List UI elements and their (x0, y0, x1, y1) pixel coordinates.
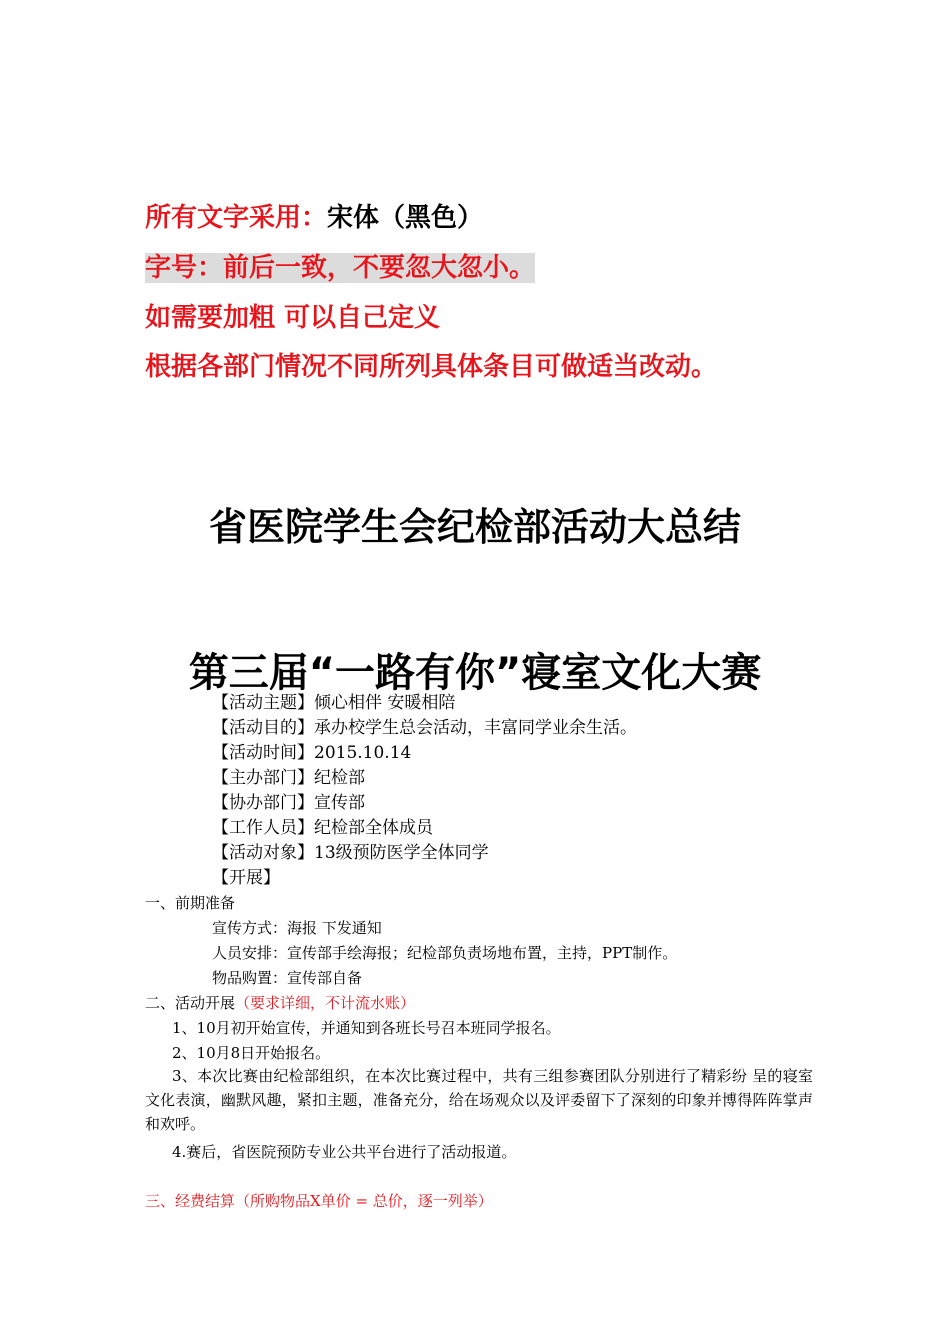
section-budget-title: 三、经费结算 (145, 1192, 236, 1210)
field-label: 【主办部门】 (212, 768, 314, 788)
field-label: 【活动时间】 (212, 743, 314, 763)
section-activity-note: （要求详细，不计流水账） (235, 994, 416, 1012)
field-host (212, 767, 365, 789)
field-value: 13级预防医学全体同学 (314, 843, 489, 863)
field-proceed (212, 867, 280, 889)
field-staff (212, 817, 433, 839)
size-instruction (145, 253, 535, 283)
field-audience (212, 842, 489, 864)
activity-item-1: 1、10月初开始宣传，并通知到各班长号召本班同学报名。 (172, 1019, 561, 1037)
field-label: 【活动对象】 (212, 843, 314, 863)
field-label: 【工作人员】 (212, 818, 314, 838)
field-purpose (212, 717, 637, 739)
size-instruction-text: 字号：前后一致，不要忽大忽小。 (145, 253, 536, 283)
section-budget-note: （所购物品X单价 = 总价，逐一列举） (235, 1192, 493, 1210)
field-value: 承办校学生总会活动，丰富同学业余生活。 (314, 718, 637, 738)
page-title: 省医院学生会纪检部活动大总结 (208, 505, 741, 549)
field-time (212, 742, 411, 764)
font-instruction-value: 宋体（黑色） (327, 203, 484, 233)
font-instruction-label: 所有文字采用： (145, 203, 328, 233)
font-instruction (145, 203, 483, 233)
prep-item-staffing: 人员安排：宣传部手绘海报；纪检部负责场地布置，主持，PPT制作。 (212, 944, 678, 962)
field-value: 纪检部 (314, 768, 365, 788)
field-value: 倾心相伴 安暖相陪 (314, 693, 456, 713)
prep-item-purchasing: 物品购置：宣传部自备 (212, 969, 363, 987)
section-activity-title: 二、活动开展 (145, 994, 236, 1012)
field-label: 【活动主题】 (212, 693, 314, 713)
field-label: 【协办部门】 (212, 793, 314, 813)
section-budget-heading (145, 1191, 493, 1211)
field-value: 2015.10.14 (314, 743, 412, 763)
field-value: 纪检部全体成员 (314, 818, 433, 838)
field-label: 【活动目的】 (212, 718, 314, 738)
event-title: 第三届“一路有你”寝室文化大赛 (188, 650, 762, 696)
field-label: 【开展】 (212, 868, 280, 888)
field-value: 宣传部 (314, 793, 365, 813)
activity-item-3: 3、本次比赛由纪检部组织，在本次比赛过程中，共有三组参赛团队分别进行了精彩纷 呈的寝室文化表演，幽默风趣，紧扣主题，准备充分，给在场观众以及评委留下了深刻的印象并博得阵阵掌声和欢呼。 (145, 1067, 813, 1133)
bold-instruction: 如需要加粗 可以自己定义 (145, 303, 441, 333)
activity-item-2: 2、10月8日开始报名。 (172, 1044, 331, 1062)
adjust-instruction: 根据各部门情况不同所列具体条目可做适当改动。 (145, 352, 718, 382)
field-theme (212, 692, 455, 714)
activity-item-4: 4.赛后，省医院预防专业公共平台进行了活动报道。 (172, 1143, 517, 1161)
section-activity-heading (145, 993, 415, 1013)
section-preparation-heading: 一、前期准备 (145, 894, 236, 912)
field-co-host (212, 792, 365, 814)
prep-item-promotion: 宣传方式：海报 下发通知 (212, 919, 382, 937)
